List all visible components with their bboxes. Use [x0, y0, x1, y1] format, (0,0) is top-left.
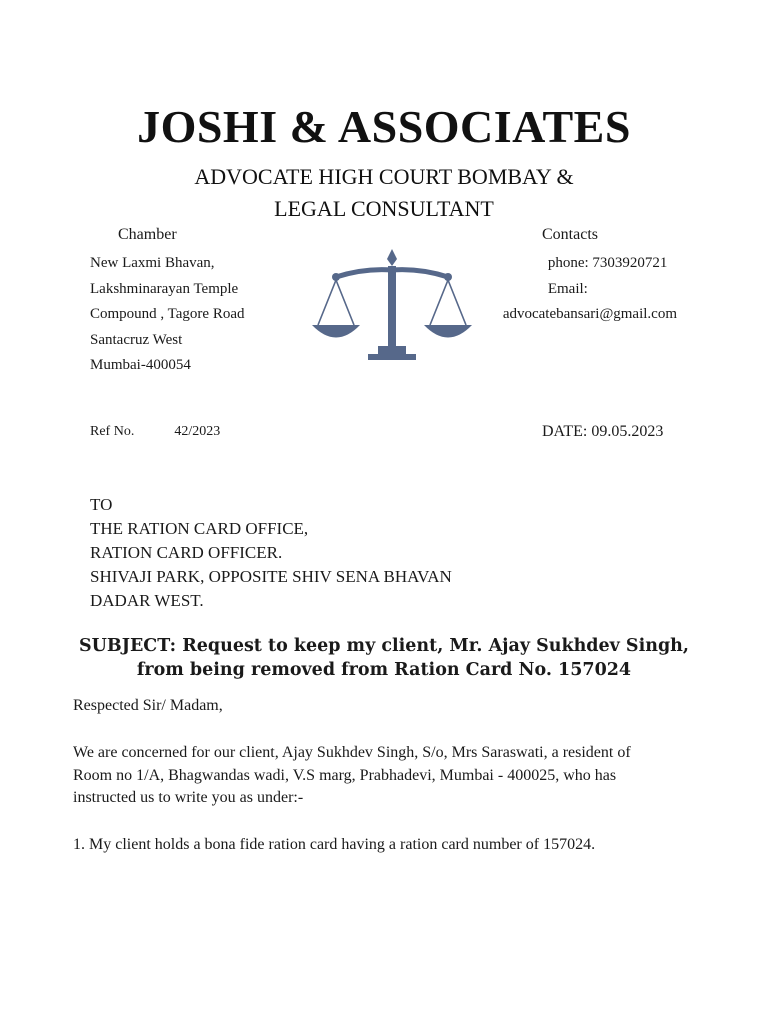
firm-name: JOSHI & ASSOCIATES: [137, 101, 631, 152]
firm-subtitle-line-2: LEGAL CONSULTANT: [274, 196, 494, 221]
phone-number: phone: 7303920721: [547, 255, 668, 271]
reference-label: Ref No.: [90, 424, 135, 439]
address-line: Mumbai-400054: [90, 357, 191, 373]
recipient-line: RATION CARD OFFICER.: [90, 543, 283, 562]
subject-line-1: SUBJECT: Request to keep my client, Mr. Ajay Sukhdev Singh,: [79, 636, 689, 656]
firm-subtitle: [0, 161, 768, 225]
numbered-point: 1. My client holds a bona fide ration card having a ration card number of 157024.: [73, 836, 596, 853]
firm-subtitle-line-1: ADVOCATE HIGH COURT BOMBAY &: [194, 164, 574, 189]
letter-date: DATE: 09.05.2023: [542, 423, 664, 440]
recipient-address: [90, 493, 452, 613]
email-address: advocatebansari@gmail.com: [502, 306, 677, 322]
address-line: New Laxmi Bhavan,: [90, 255, 215, 271]
subject-line: [0, 634, 768, 682]
salutation: Respected Sir/ Madam,: [73, 697, 223, 714]
recipient-line: TO: [90, 495, 113, 514]
address-line: Compound , Tagore Road: [90, 306, 245, 322]
scales-of-justice-icon: [296, 222, 492, 398]
reference-number: [90, 424, 220, 440]
chamber-heading: Chamber: [118, 226, 177, 243]
address-line: Lakshminarayan Temple: [90, 280, 239, 297]
email-label: Email:: [547, 280, 588, 297]
recipient-line: THE RATION CARD OFFICE,: [90, 519, 309, 538]
recipient-line: SHIVAJI PARK, OPPOSITE SHIV SENA BHAVAN: [90, 567, 452, 586]
chamber-address: [90, 251, 245, 379]
body-paragraph: We are concerned for our client, Ajay Sukhdev Singh, S/o, Mrs Saraswati, a resident of Room no 1/A, Bhagwandas wadi, V.S marg, Prabhadevi, Mumbai - 400025, who has instructed us to write you as under:-: [73, 744, 631, 806]
contacts-heading: Contacts: [542, 226, 598, 243]
address-line: Santacruz West: [90, 331, 183, 348]
reference-value: 42/2023: [174, 424, 221, 439]
recipient-line: DADAR WEST.: [90, 591, 204, 610]
subject-line-2: from being removed from Ration Card No. 157024: [136, 660, 632, 680]
contact-details: [502, 251, 677, 328]
